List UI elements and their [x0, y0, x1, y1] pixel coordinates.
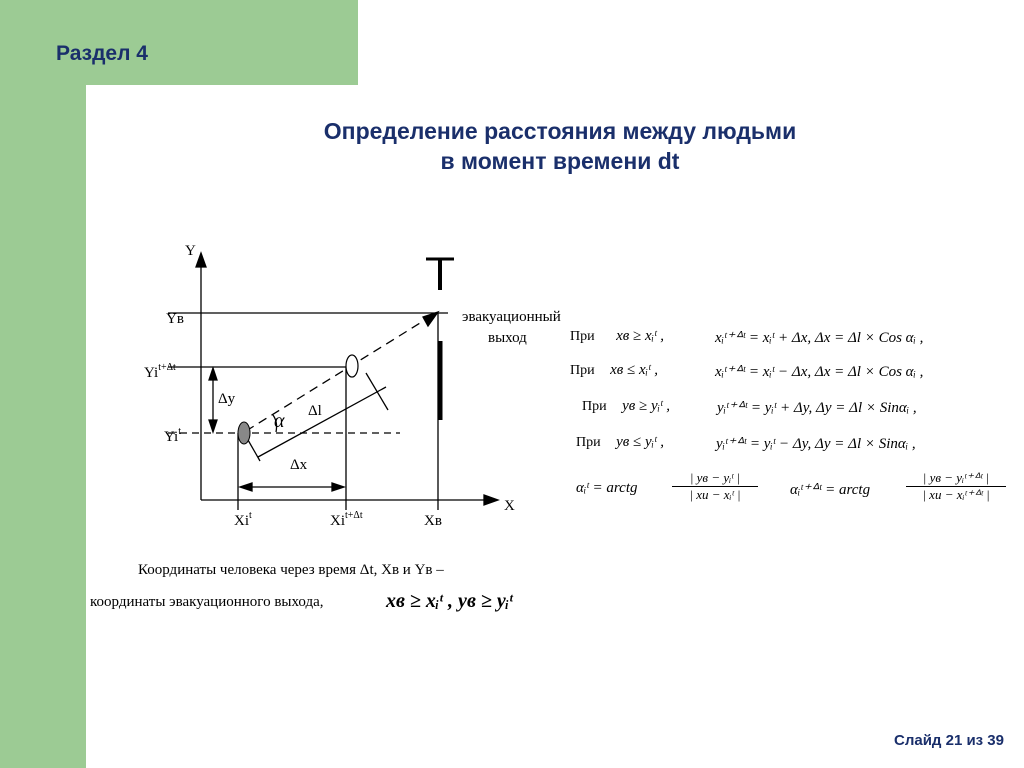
yv-label: Yв — [166, 311, 184, 327]
slide-title — [200, 116, 920, 176]
formula-block — [570, 318, 1010, 518]
exit-label-1: эвакуационный — [462, 309, 561, 325]
formula-row-2: При xв ≤ xᵢᵗ , xᵢᵗ⁺ᐞᵗ = xᵢᵗ − Δx, Δx = Δl × Cos αᵢ , — [570, 362, 924, 380]
alpha2-fraction: | yв − yᵢᵗ⁺ᐞᵗ | | xи − xᵢᵗ⁺ᐞᵗ | — [906, 470, 1006, 503]
caption-line-1: Координаты человека через время Δt, Xв и Yв – — [138, 562, 444, 578]
yi-label: Yi$^t$ — [164, 426, 181, 445]
delta-l-label: Δl — [308, 403, 322, 419]
section-label: Раздел 4 — [56, 42, 148, 65]
caption-condition: xв ≥ xᵢᵗ , yв ≥ yᵢᵗ — [386, 590, 513, 612]
formula-row-3: При yв ≥ yᵢᵗ , yᵢᵗ⁺ᐞᵗ = yᵢᵗ + Δy, Δy = Δl × Sinαᵢ , — [582, 398, 917, 416]
xv-label: Xв — [424, 513, 442, 529]
left-green-bar — [0, 0, 86, 768]
formula-row-4: При yв ≤ yᵢᵗ , yᵢᵗ⁺ᐞᵗ = yᵢᵗ − Δy, Δy = Δl × Sinαᵢ , — [576, 434, 916, 452]
x-axis-label: X — [504, 498, 515, 514]
coordinate-diagram — [108, 235, 593, 545]
title-line-1: Определение расстояния между людьми — [323, 118, 797, 144]
xi-label: Xi$^t$ — [234, 510, 252, 529]
xi-dt-label: $Xi^{t+\Delta t}$ — [330, 510, 363, 529]
exit-label-2: выход — [488, 330, 527, 346]
y-axis-label: Y — [185, 243, 196, 259]
person-at-t-dt — [346, 355, 358, 377]
delta-x-label: Δx — [290, 457, 308, 473]
person-at-t — [238, 422, 250, 444]
caption-line-2: координаты эвакуационного выхода, — [90, 594, 324, 610]
title-line-2: в момент времени dt — [440, 148, 680, 174]
formula-row-alpha: αᵢᵗ = arctg | yв − yᵢᵗ | | xи − xᵢᵗ | αᵢᵗ⁺ᐞᵗ = arctg | yв − yᵢᵗ⁺ᐞᵗ | | xи − xᵢᵗ⁺ᐞᵗ | — [576, 470, 1006, 514]
delta-y-label: Δy — [218, 391, 236, 407]
alpha-label: α — [274, 410, 285, 432]
alpha1-fraction: | yв − yᵢᵗ | | xи − xᵢᵗ | — [672, 470, 758, 503]
slide-counter: Слайд 21 из 39 — [894, 732, 1004, 749]
top-green-bar — [0, 0, 358, 85]
formula-row-1: При xв ≥ xᵢᵗ , xᵢᵗ⁺ᐞᵗ = xᵢᵗ + Δx, Δx = Δl × Cos αᵢ , — [570, 328, 924, 346]
yi-dt-label: $Yi^{t+\Delta t}$ — [144, 362, 176, 381]
